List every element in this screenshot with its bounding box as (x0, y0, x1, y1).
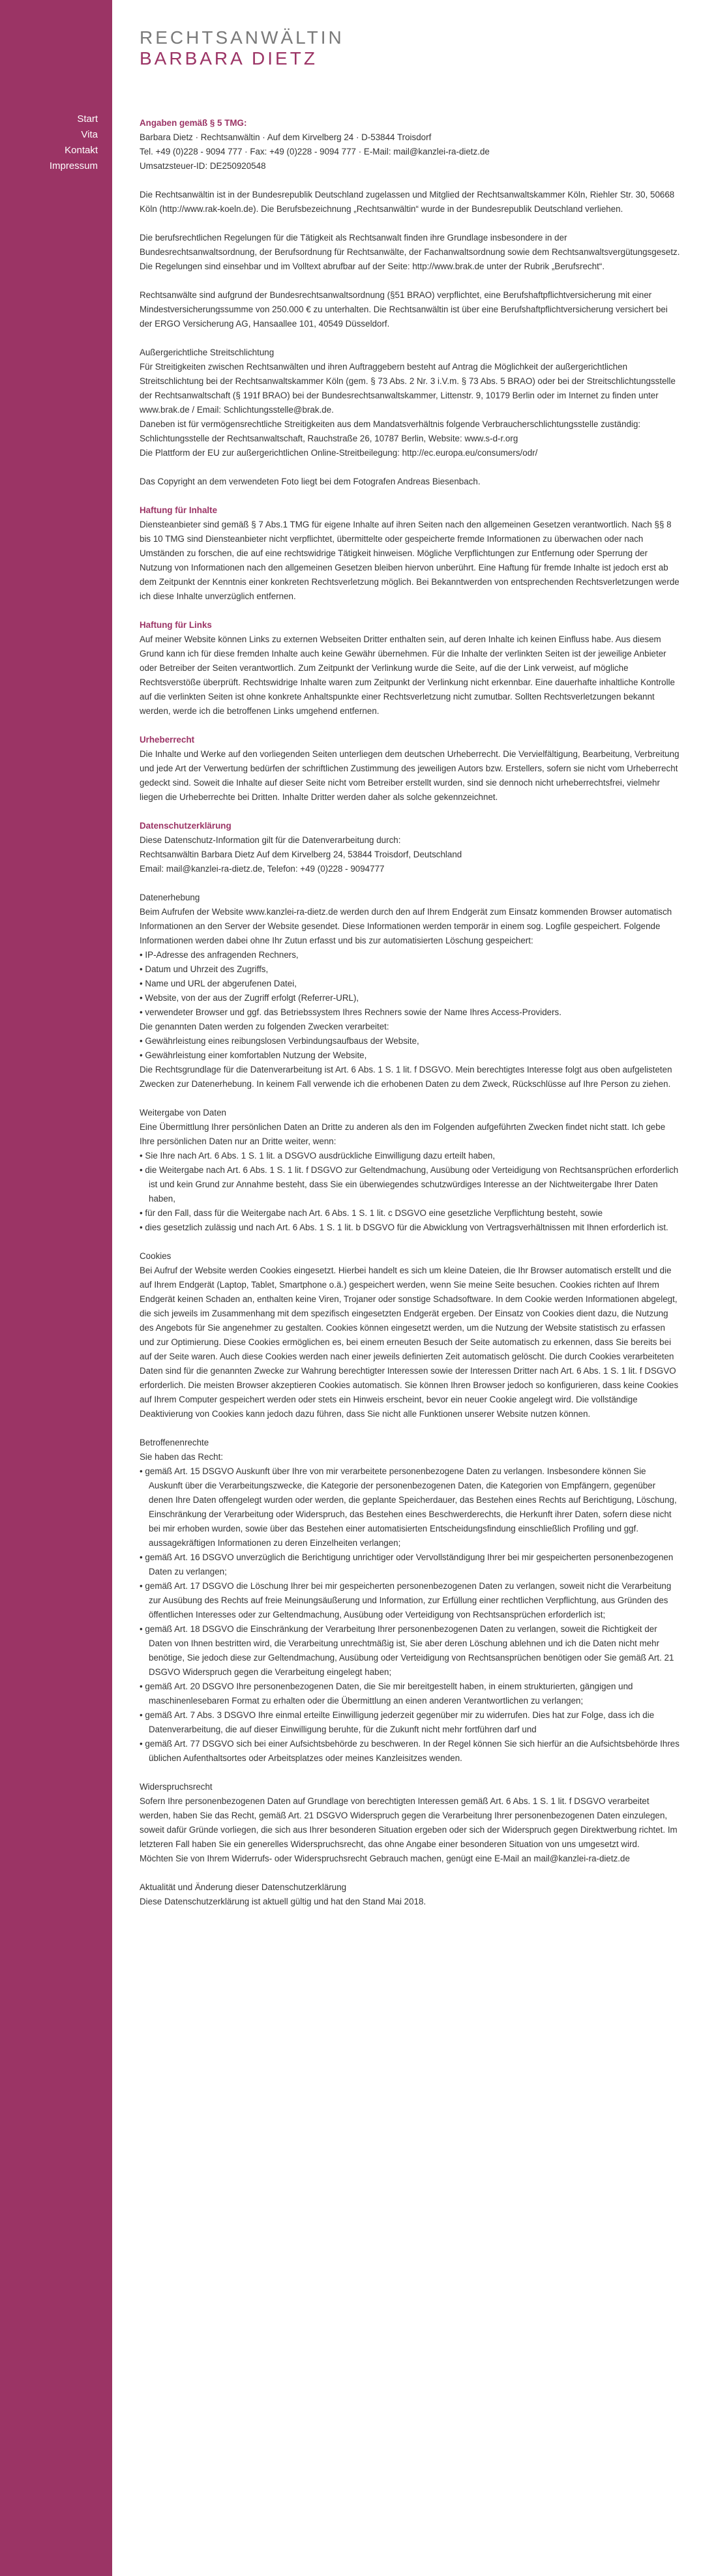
list-item: • gemäß Art. 16 DSGVO unverzüglich die Berichtigung unrichtiger oder Vervollständigung Ihrer bei mir gespeicherten personenbezogenen Daten zu verlangen; (140, 1550, 681, 1579)
list-item: • gemäß Art. 7 Abs. 3 DSGVO Ihre einmal erteilte Einwilligung jederzeit gegenüber mir zu widerrufen. Dies hat zur Folge, dass ich die Datenverarbeitung, die auf dieser Einwilligung beruhte, für die Zukunft nicht mehr fortführen darf und (140, 1708, 681, 1737)
section-weitergabe (140, 1106, 681, 1235)
haftung-links-text: Auf meiner Website können Links zu externen Webseiten Dritter enthalten sein, auf deren Inhalte ich keinen Einfluss habe. Aus diesem Grund kann ich für diese fremden Inhalte auch keine Gewähr übernehmen. Für die Inhalte der verlinkten Seiten ist der jeweilige Anbieter oder Betreiber der Seiten verantwortlich. Zum Zeitpunkt der Verlinkung wurde die Seite, auf die der Link verweist, auf mögliche Rechtsverstöße überprüft. Rechtswidrige Inhalte waren zum Zeitpunkt der Verlinkung nicht erkennbar. Eine dauerhafte inhaltliche Kontrolle auf die verlinkten Seiten ist ohne konkrete Anhaltspunkte einer Rechtsverletzung nicht zumutbar. Sollten Rechtsverletzungen bekannt werden, werde ich die betroffenen Links umgehend entfernen. (140, 634, 675, 716)
widerspruch-email: Möchten Sie von Ihrem Widerrufs- oder Widerspruchsrecht Gebrauch machen, genügt eine E-Mail an mail@kanzlei-ra-dietz.de (140, 1854, 630, 1863)
nav-item-kontakt (50, 144, 98, 157)
haftung-inhalte-text: Diensteanbieter sind gemäß § 7 Abs.1 TMG für eigene Inhalte auf ihren Seiten nach den allgemeinen Gesetzen verantwortlich. Nach §§ 8 bis 10 TMG sind Diensteanbieter nicht verpflichtet, übermittelte oder gespeicherte fremde Informationen zu überwachen oder nach Umständen zu forschen, die auf eine rechtswidrige Tätigkeit hinweisen. Mögliche Verpflichtungen zur Entfernung oder Sperrung der Nutzung von Informationen nach den allgemeinen Gesetzen bleiben hiervon unberührt. Eine Haftung für fremde Inhalte ist jedoch erst ab dem Zeitpunkt der Kenntnis einer konkreten Rechtsverletzung möglich. Bei Bekanntwerden von entsprechenden Rechtsverletzungen werde ich diese Inhalte unverzüglich entfernen. (140, 520, 679, 601)
logo[interactable] (140, 27, 344, 69)
nav-item-start (50, 113, 98, 126)
nav-link-kontakt[interactable]: Kontakt (65, 145, 98, 156)
heading-betroffenenrechte: Betroffenenrechte (140, 1438, 209, 1447)
heading-datenerhebung: Datenerhebung (140, 893, 200, 902)
main-navigation (50, 113, 98, 175)
aktualitaet-text: Diese Datenschutzerklärung ist aktuell gültig und hat den Stand Mai 2018. (140, 1897, 426, 1906)
heading-datenschutz: Datenschutzerklärung (140, 821, 231, 831)
nav-item-impressum (50, 160, 98, 173)
heading-tmg: Angaben gemäß § 5 TMG: (140, 118, 247, 128)
cookies-text: Bei Aufruf der Website werden Cookies eingesetzt. Hierbei handelt es sich um kleine Dateien, die Ihr Browser automatisch erstellt und die auf Ihrem Endgerät (Laptop, Tablet, Smartphone o.ä.) gespeichert werden, wenn Sie meine Seite besuchen. Cookies richten auf Ihrem Endgerät keinen Schaden an, enthalten keine Viren, Trojaner oder sonstige Schadsoftware. In dem Cookie werden Informationen abgelegt, die sich jeweils im Zusammenhang mit dem spezifisch eingesetzten Endgerät ergeben. Der Einsatz von Cookies dient dazu, die Nutzung des Angebots für Sie angenehmer zu gestalten. Cookies können eingesetzt werden, um die Nutzung der Website statistisch zu erfassen und zur Optimierung. Diese Cookies ermöglichen es, bei einem erneuten Besuch der Seite automatisch zu erkennen, dass Sie bereits bei auf der Seite waren. Auch diese Cookies werden nach einer jeweils definierten Zeit automatisch gelöscht. Die durch Cookies verarbeiteten Daten sind für die genannten Zwecke zur Wahrung berechtigter Interessen sowie der Interessen Dritter nach Art. 6 Abs. 1 S. 1 lit. f DSGVO erforderlich. Die meisten Browser akzeptieren Cookies automatisch. Sie können Ihren Browser jedoch so konfigurieren, dass keine Cookies auf Ihrem Computer gespeichert werden oder stets ein Hinweis erscheint, bevor ein neuer Cookie angelegt wird. Die vollständige Deaktivierung von Cookies kann jedoch dazu führen, dass Sie nicht alle Funktionen unserer Website nutzen können. (140, 1266, 679, 1419)
streit-text-3: Die Plattform der EU zur außergerichtlichen Online-Streitbeilegung: http://ec.europa.eu/consumers/odr/ (140, 448, 538, 458)
list-item: • die Weitergabe nach Art. 6 Abs. 1 S. 1 lit. f DSGVO zur Geltendmachung, Ausübung oder Verteidigung von Rechtsansprüchen erforderlich ist und kein Grund zur Annahme besteht, dass Sie ein überwiegendes schutzwürdiges Interesse an der Nichtweitergabe Ihrer Daten haben, (140, 1163, 681, 1206)
section-cookies (140, 1249, 681, 1421)
nav-item-vita (50, 128, 98, 141)
list-item: • gemäß Art. 18 DSGVO die Einschränkung der Verarbeitung Ihrer personenbezogenen Daten zu verlangen, soweit die Richtigkeit der Daten von Ihnen bestritten wird, die Verarbeitung unrechtmäßig ist, Sie aber deren Löschung ablehnen und ich die Daten nicht mehr benötige, Sie jedoch diese zur Geltendmachung, Ausübung oder Verteidigung von Rechtsansprüchen benötigen oder Sie gemäß Art. 21 DSGVO Widerspruch gegen die Verarbeitung eingelegt haben; (140, 1622, 681, 1680)
heading-cookies: Cookies (140, 1251, 172, 1261)
datenerhebung-outro: Die Rechtsgrundlage für die Datenverarbeitung ist Art. 6 Abs. 1 S. 1 lit. f DSGVO. Mein berechtigtes Interesse folgt aus oben aufgelisteten Zwecken zur Datenerhebung. In keinem Fall verwende ich die erhobenen Daten zu dem Zweck, Rückschlüsse auf Ihre Person zu ziehen. (140, 1065, 672, 1089)
datenerhebung-mid: Die genannten Daten werden zu folgenden Zwecken verarbeitet: (140, 1022, 389, 1031)
nav-link-impressum[interactable]: Impressum (49, 160, 98, 171)
weitergabe-intro: Eine Übermittlung Ihrer persönlichen Daten an Dritte zu anderen als den im Folgenden aufgeführten Zwecken findet nicht statt. Ich gebe Ihre persönlichen Daten nur an Dritte weiter, wenn: (140, 1122, 666, 1146)
tmg-contact: Tel. +49 (0)228 - 9094 777 · Fax: +49 (0)228 - 9094 777 · E-Mail: mail@kanzlei-ra-dietz.de (140, 147, 490, 156)
list-item: • Gewährleistung einer komfortablen Nutzung der Website, (140, 1048, 681, 1063)
para-zulassung: Die Rechtsanwältin ist in der Bundesrepublik Deutschland zugelassen und Mitglied der Rechtsanwaltskammer Köln, Riehler Str. 30, 50668 Köln (http://www.rak-koeln.de). Die Berufsbezeichnung „Rechtsanwältin“ wurde in der Bundesrepublik Deutschland verliehen. (140, 190, 675, 214)
sidebar (0, 0, 112, 2576)
tmg-vat-id: Umsatzsteuer-ID: DE250920548 (140, 161, 266, 171)
list-item: • gemäß Art. 17 DSGVO die Löschung Ihrer bei mir gespeicherten personenbezogenen Daten zu verlangen, soweit nicht die Verarbeitung zur Ausübung des Rechts auf freie Meinungsäußerung und Information, zur Erfüllung einer rechtlichen Verpflichtung, aus Gründen des öffentlichen Interesses oder zur Geltendmachung, Ausübung oder Verteidigung von Rechtsansprüchen erforderlich ist; (140, 1579, 681, 1622)
datenerhebung-intro: Beim Aufrufen der Website www.kanzlei-ra-dietz.de werden durch den auf Ihrem Endgerät zum Einsatz kommenden Browser automatisch Informationen an den Server der Website gesendet. Diese Informationen werden temporär in einem sog. Logfile gespeichert. Folgende Informationen werden dabei ohne Ihr Zutun erfasst und bis zur automatisierten Löschung gespeichert: (140, 907, 672, 945)
section-urheberrecht (140, 733, 681, 805)
list-item: • gemäß Art. 15 DSGVO Auskunft über Ihre von mir verarbeitete personenbezogene Daten zu verlangen. Insbesondere können Sie Auskunft über die Verarbeitungszwecke, die Kategorie der personenbezogenen Daten, die Kategorien von Empfängern, gegenüber denen Ihre Daten offengelegt wurden oder werden, die geplante Speicherdauer, das Bestehen eines Rechts auf Berichtigung, Löschung, Einschränkung der Verarbeitung oder Widerspruch, das Bestehen eines Beschwerderechts, die Herkunft ihrer Daten, sofern diese nicht bei mir erhoben wurden, sowie über das Bestehen einer automatisierten Entscheidungsfindung einschließlich Profiling und ggf. aussagekräftigen Informationen zu deren Einzelheiten verlangen; (140, 1464, 681, 1550)
heading-aktualitaet: Aktualität und Änderung dieser Datenschutzerklärung (140, 1882, 347, 1892)
section-haftung-links (140, 618, 681, 718)
section-tmg (140, 116, 681, 173)
weitergabe-list (140, 1149, 681, 1235)
list-item: • Name und URL der abgerufenen Datei, (140, 977, 681, 991)
nav-link-vita[interactable]: Vita (81, 129, 98, 140)
datenerhebung-purpose-list (140, 1034, 681, 1063)
section-datenerhebung (140, 891, 681, 1091)
urheberrecht-text: Die Inhalte und Werke auf den vorliegenden Seiten unterliegen dem deutschen Urheberrecht. Die Vervielfältigung, Bearbeitung, Verbreitung und jede Art der Verwertung bedürfen der schriftlichen Zustimmung des jeweiligen Autors bzw. Erstellers, sofern sie nicht vom Urheberrecht gedeckt sind. Soweit die Inhalte auf dieser Seite nicht vom Betreiber erstellt wurden, sind sie dennoch nicht urheberrechtsfrei, vielmehr liegen die Urheberrechte bei Dritten. Inhalte Dritter werden daher als solche gekennzeichnet. (140, 749, 679, 802)
list-item: • gemäß Art. 77 DSGVO sich bei einer Aufsichtsbehörde zu beschweren. In der Regel können Sie sich hierfür an die Aufsichtsbehörde Ihres üblichen Aufenthaltsortes oder Arbeitsplatzes oder meines Kanzleisitzes wenden. (140, 1737, 681, 1766)
section-datenschutz (140, 819, 681, 876)
datenerhebung-list (140, 948, 681, 1020)
section-haftung-inhalte (140, 503, 681, 604)
tmg-address: Barbara Dietz · Rechtsanwältin · Auf dem Kirvelberg 24 · D-53844 Troisdorf (140, 132, 432, 142)
heading-haftung-inhalte: Haftung für Inhalte (140, 505, 218, 515)
section-widerspruch (140, 1780, 681, 1866)
datenschutz-contact: Email: mail@kanzlei-ra-dietz.de, Telefon: +49 (0)228 - 9094777 (140, 864, 385, 874)
list-item: • gemäß Art. 20 DSGVO Ihre personenbezogenen Daten, die Sie mir bereitgestellt haben, in einem strukturierten, gängigen und maschinenlesebaren Format zu erhalten oder die Übermittlung an einen anderen Verantwortlichen zu verlangen; (140, 1680, 681, 1708)
heading-streitschlichtung: Außergerichtliche Streitschlichtung (140, 348, 275, 357)
widerspruch-text: Sofern Ihre personenbezogenen Daten auf Grundlage von berechtigten Interessen gemäß Art. 6 Abs. 1 S. 1 lit. f DSGVO verarbeitet werden, haben Sie das Recht, gemäß Art. 21 DSGVO Widerspruch gegen die Verarbeitung Ihrer personenbezogenen Daten einzulegen, soweit dafür Gründe vorliegen, die sich aus Ihrer besonderen Situation ergeben oder sich der Widerspruch gegen Direktwerbung richtet. Im letzteren Fall haben Sie ein generelles Widerspruchsrecht, das ohne Angabe einer besonderen Situation von uns umgesetzt wird. (140, 1796, 678, 1849)
datenschutz-address: Rechtsanwältin Barbara Dietz Auf dem Kirvelberg 24, 53844 Troisdorf, Deutschland (140, 850, 462, 859)
nav-link-start[interactable]: Start (77, 113, 98, 125)
betroffenenrechte-intro: Sie haben das Recht: (140, 1452, 224, 1462)
section-streitschlichtung (140, 346, 681, 460)
betroffenenrechte-list (140, 1464, 681, 1766)
datenschutz-intro: Diese Datenschutz-Information gilt für die Datenverarbeitung durch: (140, 835, 401, 845)
para-versicherung: Rechtsanwälte sind aufgrund der Bundesrechtsanwaltsordnung (§51 BRAO) verpflichtet, eine Berufshaftpflichtversicherung mit einer Mindestversicherungssumme von 250.000 € zu unterhalten. Die Rechtsanwältin ist über eine Berufshaftpflichtversicherung versichert bei der ERGO Versicherung AG, Hansaallee 101, 40549 Düsseldorf. (140, 290, 668, 329)
logo-line-title: RECHTSANWÄLTIN (140, 27, 344, 48)
list-item: • Sie Ihre nach Art. 6 Abs. 1 S. 1 lit. a DSGVO ausdrückliche Einwilligung dazu erteilt haben, (140, 1149, 681, 1163)
heading-urheberrecht: Urheberrecht (140, 735, 195, 745)
list-item: • verwendeter Browser und ggf. das Betriebssystem Ihres Rechners sowie der Name Ihres Access-Providers. (140, 1005, 681, 1020)
list-item: • Website, von der aus der Zugriff erfolgt (Referrer-URL), (140, 991, 681, 1005)
list-item: • Gewährleistung eines reibungslosen Verbindungsaufbaus der Website, (140, 1034, 681, 1048)
streit-text-2: Daneben ist für vermögensrechtliche Streitigkeiten aus dem Mandatsverhältnis folgende Verbraucherschlichtungsstelle zuständig: Schlichtungsstelle der Rechtsanwaltschaft, Rauchstraße 26, 10787 Berlin, Website: www.s-d-r.org (140, 419, 641, 443)
heading-widerspruch: Widerspruchsrecht (140, 1782, 213, 1792)
impressum-content (140, 116, 681, 1923)
heading-haftung-links: Haftung für Links (140, 620, 212, 630)
heading-weitergabe: Weitergabe von Daten (140, 1108, 226, 1118)
para-copyright: Das Copyright an dem verwendeten Foto liegt bei dem Fotografen Andreas Biesenbach. (140, 477, 481, 486)
para-berufsrecht: Die berufsrechtlichen Regelungen für die Tätigkeit als Rechtsanwalt finden ihre Grundlage insbesondere in der Bundesrechtsanwaltsordnung, der Berufsordnung für Rechtsanwälte, der Fachanwaltsordnung sowie dem Rechtsanwaltsvergütungsgesetz. Die Regelungen sind einsehbar und im Volltext abrufbar auf der Seite: http://www.brak.de unter der Rubrik „Berufsrecht“. (140, 233, 680, 271)
list-item: • IP-Adresse des anfragenden Rechners, (140, 948, 681, 962)
list-item: • dies gesetzlich zulässig und nach Art. 6 Abs. 1 S. 1 lit. b DSGVO für die Abwicklung von Vertragsverhältnissen mit Ihnen erforderlich ist. (140, 1221, 681, 1235)
streit-text-1: Für Streitigkeiten zwischen Rechtsanwälten und ihren Auftraggebern besteht auf Antrag die Möglichkeit der außergerichtlichen Streitschlichtung bei der Rechtsanwaltskammer Köln (gem. § 73 Abs. 2 Nr. 3 i.V.m. § 73 Abs. 5 BRAO) oder bei der Streitschlichtungsstelle der Rechtsanwaltschaft (§ 191f BRAO) bei der Bundesrechtsanwaltskammer, Littenstr. 9, 10179 Berlin oder im Internet zu finden unter www.brak.de / Email: Schlichtungsstelle@brak.de. (140, 362, 676, 415)
list-item: • für den Fall, dass für die Weitergabe nach Art. 6 Abs. 1 S. 1 lit. c DSGVO eine gesetzliche Verpflichtung besteht, sowie (140, 1206, 681, 1221)
list-item: • Datum und Uhrzeit des Zugriffs, (140, 962, 681, 977)
section-betroffenenrechte (140, 1436, 681, 1766)
section-aktualitaet (140, 1880, 681, 1909)
page-panel (112, 0, 701, 2576)
logo-line-name: BARBARA DIETZ (140, 48, 318, 68)
